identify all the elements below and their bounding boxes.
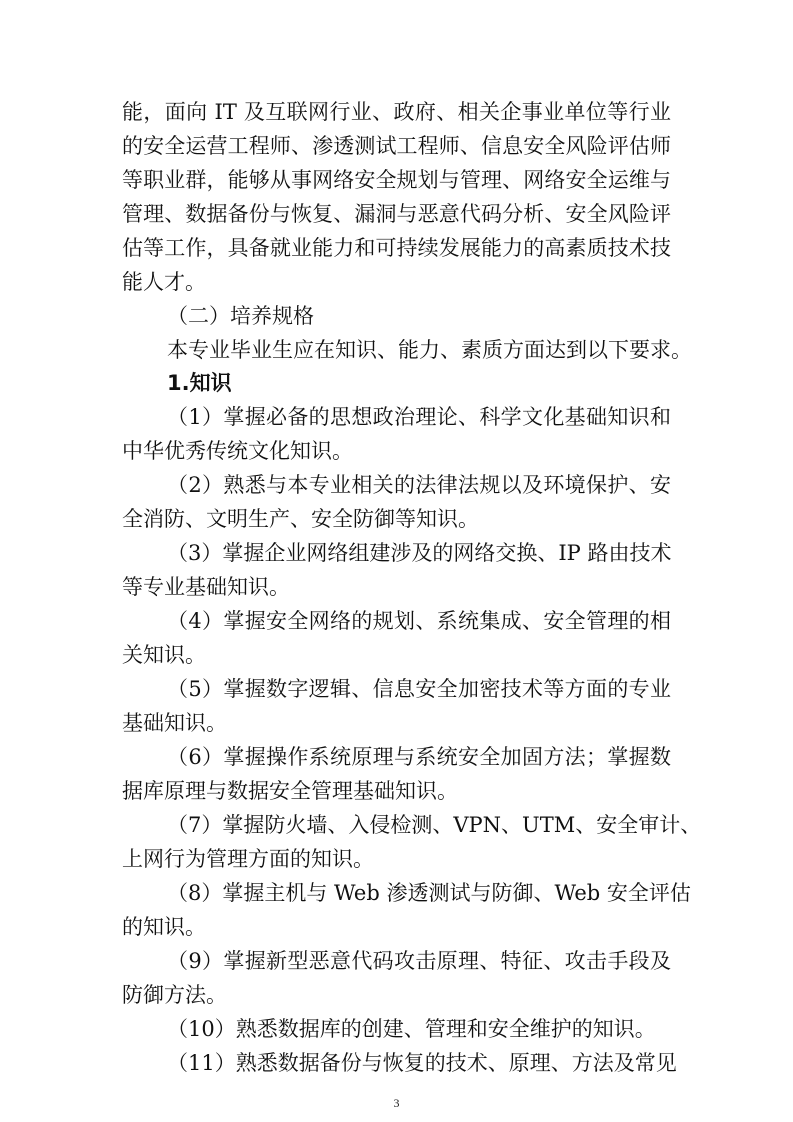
- list-item-continuation: 防御方法。: [122, 983, 227, 1007]
- list-item-continuation: 等专业基础知识。: [122, 575, 290, 599]
- list-item-continuation: 关知识。: [122, 643, 206, 667]
- list-item-10: （10）熟悉数据库的创建、管理和安全维护的知识。: [167, 1017, 656, 1041]
- list-item-continuation: 基础知识。: [122, 711, 227, 735]
- list-item-continuation: 全消防、文明生产、安全防御等知识。: [122, 507, 479, 531]
- list-item-first-line: （4）掌握安全网络的规划、系统集成、安全管理的相: [167, 609, 671, 633]
- paragraph-line: 能，面向 IT 及互联网行业、政府、相关企事业单位等行业: [122, 100, 671, 124]
- paragraph-line: 等职业群，能够从事网络安全规划与管理、网络安全运维与: [122, 168, 671, 192]
- list-item-continuation: 上网行为管理方面的知识。: [122, 847, 374, 871]
- list-item-continuation: 中华优秀传统文化知识。: [122, 439, 353, 463]
- paragraph-line: 管理、数据备份与恢复、漏洞与恶意代码分析、安全风险评: [122, 202, 671, 226]
- list-item-continuation: 据库原理与数据安全管理基础知识。: [122, 779, 458, 803]
- subheading-knowledge: 1.知识: [167, 371, 232, 395]
- list-item-first-line: （2）熟悉与本专业相关的法律法规以及环境保护、安: [167, 473, 671, 497]
- list-item-first-line: （5）掌握数字逻辑、信息安全加密技术等方面的专业: [167, 677, 671, 701]
- list-item-first-line: （11）熟悉数据备份与恢复的技术、原理、方法及常见: [167, 1051, 677, 1075]
- list-item-first-line: （8）掌握主机与 Web 渗透测试与防御、Web 安全评估: [167, 881, 691, 905]
- paragraph-line: 估等工作，具备就业能力和可持续发展能力的高素质技术技: [122, 236, 671, 260]
- list-item-continuation: 的知识。: [122, 915, 206, 939]
- list-item-first-line: （6）掌握操作系统原理与系统安全加固方法；掌握数: [167, 745, 671, 769]
- paragraph-line: 能人才。: [122, 270, 206, 294]
- list-item-first-line: （9）掌握新型恶意代码攻击原理、特征、攻击手段及: [167, 949, 671, 973]
- list-item-first-line: （3）掌握企业网络组建涉及的网络交换、IP 路由技术: [167, 541, 672, 565]
- list-item-first-line: （1）掌握必备的思想政治理论、科学文化基础知识和: [167, 405, 671, 429]
- paragraph-line: 的安全运营工程师、渗透测试工程师、信息安全风险评估师: [122, 134, 671, 158]
- list-item-first-line: （7）掌握防火墙、入侵检测、VPN、UTM、安全审计、: [167, 813, 702, 837]
- page-number: 3: [393, 1096, 400, 1110]
- section-heading: （二）培养规格: [167, 304, 314, 328]
- section-intro: 本专业毕业生应在知识、能力、素质方面达到以下要求。: [167, 338, 692, 362]
